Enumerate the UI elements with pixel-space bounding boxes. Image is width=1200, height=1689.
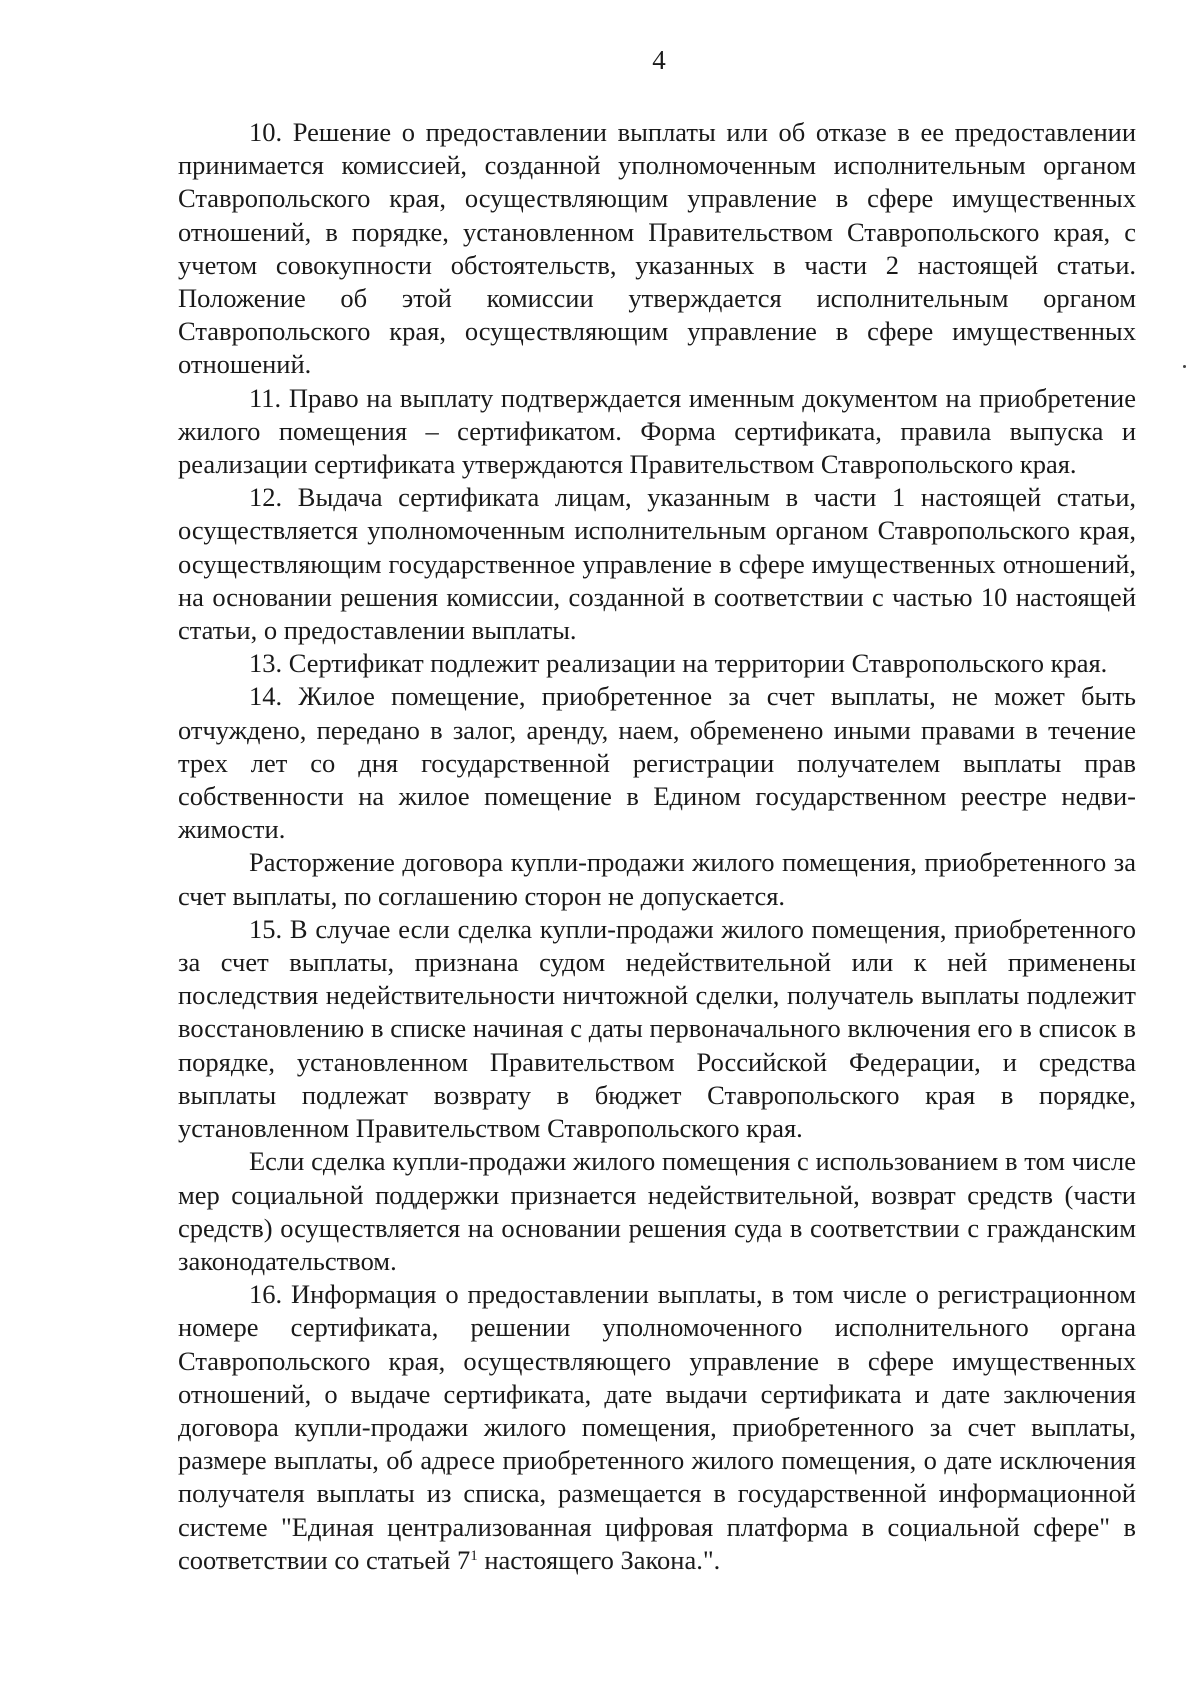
paragraph-15-continuation: Если сделка купли-продажи жилого помещения с использованием в том числе мер социальной поддержки признается недействительной, возврат средств (части средств) осуществляется на основании решения суда в соответствии с гражданским законодательством. <box>178 1146 1136 1276</box>
paragraph-16 <box>178 1278 1136 1577</box>
paragraph-11: 11. Право на выплату подтверждается именным документом на приобретение жилого помещения – сертификатом. Форма сертификата, правила выпуска и реализации сертификата утверждаются Правительством Ставропольского края. <box>178 382 1136 480</box>
paragraph-16-tail: настоящего Закона.". <box>477 1544 721 1575</box>
paragraph-14: 14. Жилое помещение, приобретенное за счет выплаты, не может быть отчуждено, передано в залог, аренду, наем, обременено иными правами в течение трех лет со дня государственной регистрации получателем выплаты прав собственности на жилое помещение в Едином государственном реестре недвижимости. <box>178 681 1136 845</box>
paragraph-14-continuation: Расторжение договора купли-продажи жилого помещения, приобретенного за счет выплаты, по соглашению сторон не допускается. <box>178 847 1136 911</box>
paragraph-13: 13. Сертификат подлежит реализации на территории Ставропольского края. <box>249 648 1108 679</box>
article-superscript: 1 <box>470 1547 478 1564</box>
document-body <box>178 116 1136 1577</box>
paragraph-10: 10. Решение о предоставлении выплаты или об отказе в ее предоставлении принимается комиссией, созданной уполномоченным исполнительным органом Ставропольского края, осуществляющим управление в сфере имущественных отношений, в порядке, установленном Правительством Ставропольского края, с учетом совокупности обстоятельств, указанных в части 2 настоящей статьи. Положение об этой комиссии утверждается исполнительным органом Ставропольского края, осуществляющим управление в сфере имущественных отношений. <box>178 117 1136 380</box>
paragraph-15: 15. В случае если сделка купли-продажи жилого помещения, приобретенного за счет выплаты, признана судом недействительной или к ней применены последствия недействительности ничтожной сделки, получатель выплаты подлежит восстановлению в списке начиная с даты первоначального включения его в список в порядке, установленном Правительством Российской Федерации, и средства выплаты подлежат возврату в бюджет Ставропольского края в порядке, установленном Правительством Ставропольского края. <box>178 913 1136 1144</box>
paragraph-12: 12. Выдача сертификата лицам, указанным в части 1 настоящей статьи, осуществляется уполномоченным исполнительным органом Ставропольского края, осуществляющим государственное управление в сфере имущественных отношений, на основании решения комиссии, созданной в соответствии с частью 10 настоящей статьи, о предоставлении выплаты. <box>178 482 1136 646</box>
paragraph-16-text: 16. Информация о предоставлении выплаты, в том числе о регистрационном номере сертификата, решении уполномоченного исполнительного органа Ставропольского края, осуществляющего управление в сфере имущественных отношений, о выдаче сертификата, дате выдачи сертификата и дате заключения договора купли-продажи жилого помещения, приобретенного за счет выплаты, размере выплаты, об адресе приобретенного жилого помещения, о дате исключения получателя выплаты из списка, размещается в государственной информационной системе "Единая централизованная цифровая платформа в социальной сфере" в соответствии со статьей 7 <box>178 1279 1136 1575</box>
page-number: 4 <box>652 45 666 75</box>
scan-speck <box>1183 365 1186 368</box>
